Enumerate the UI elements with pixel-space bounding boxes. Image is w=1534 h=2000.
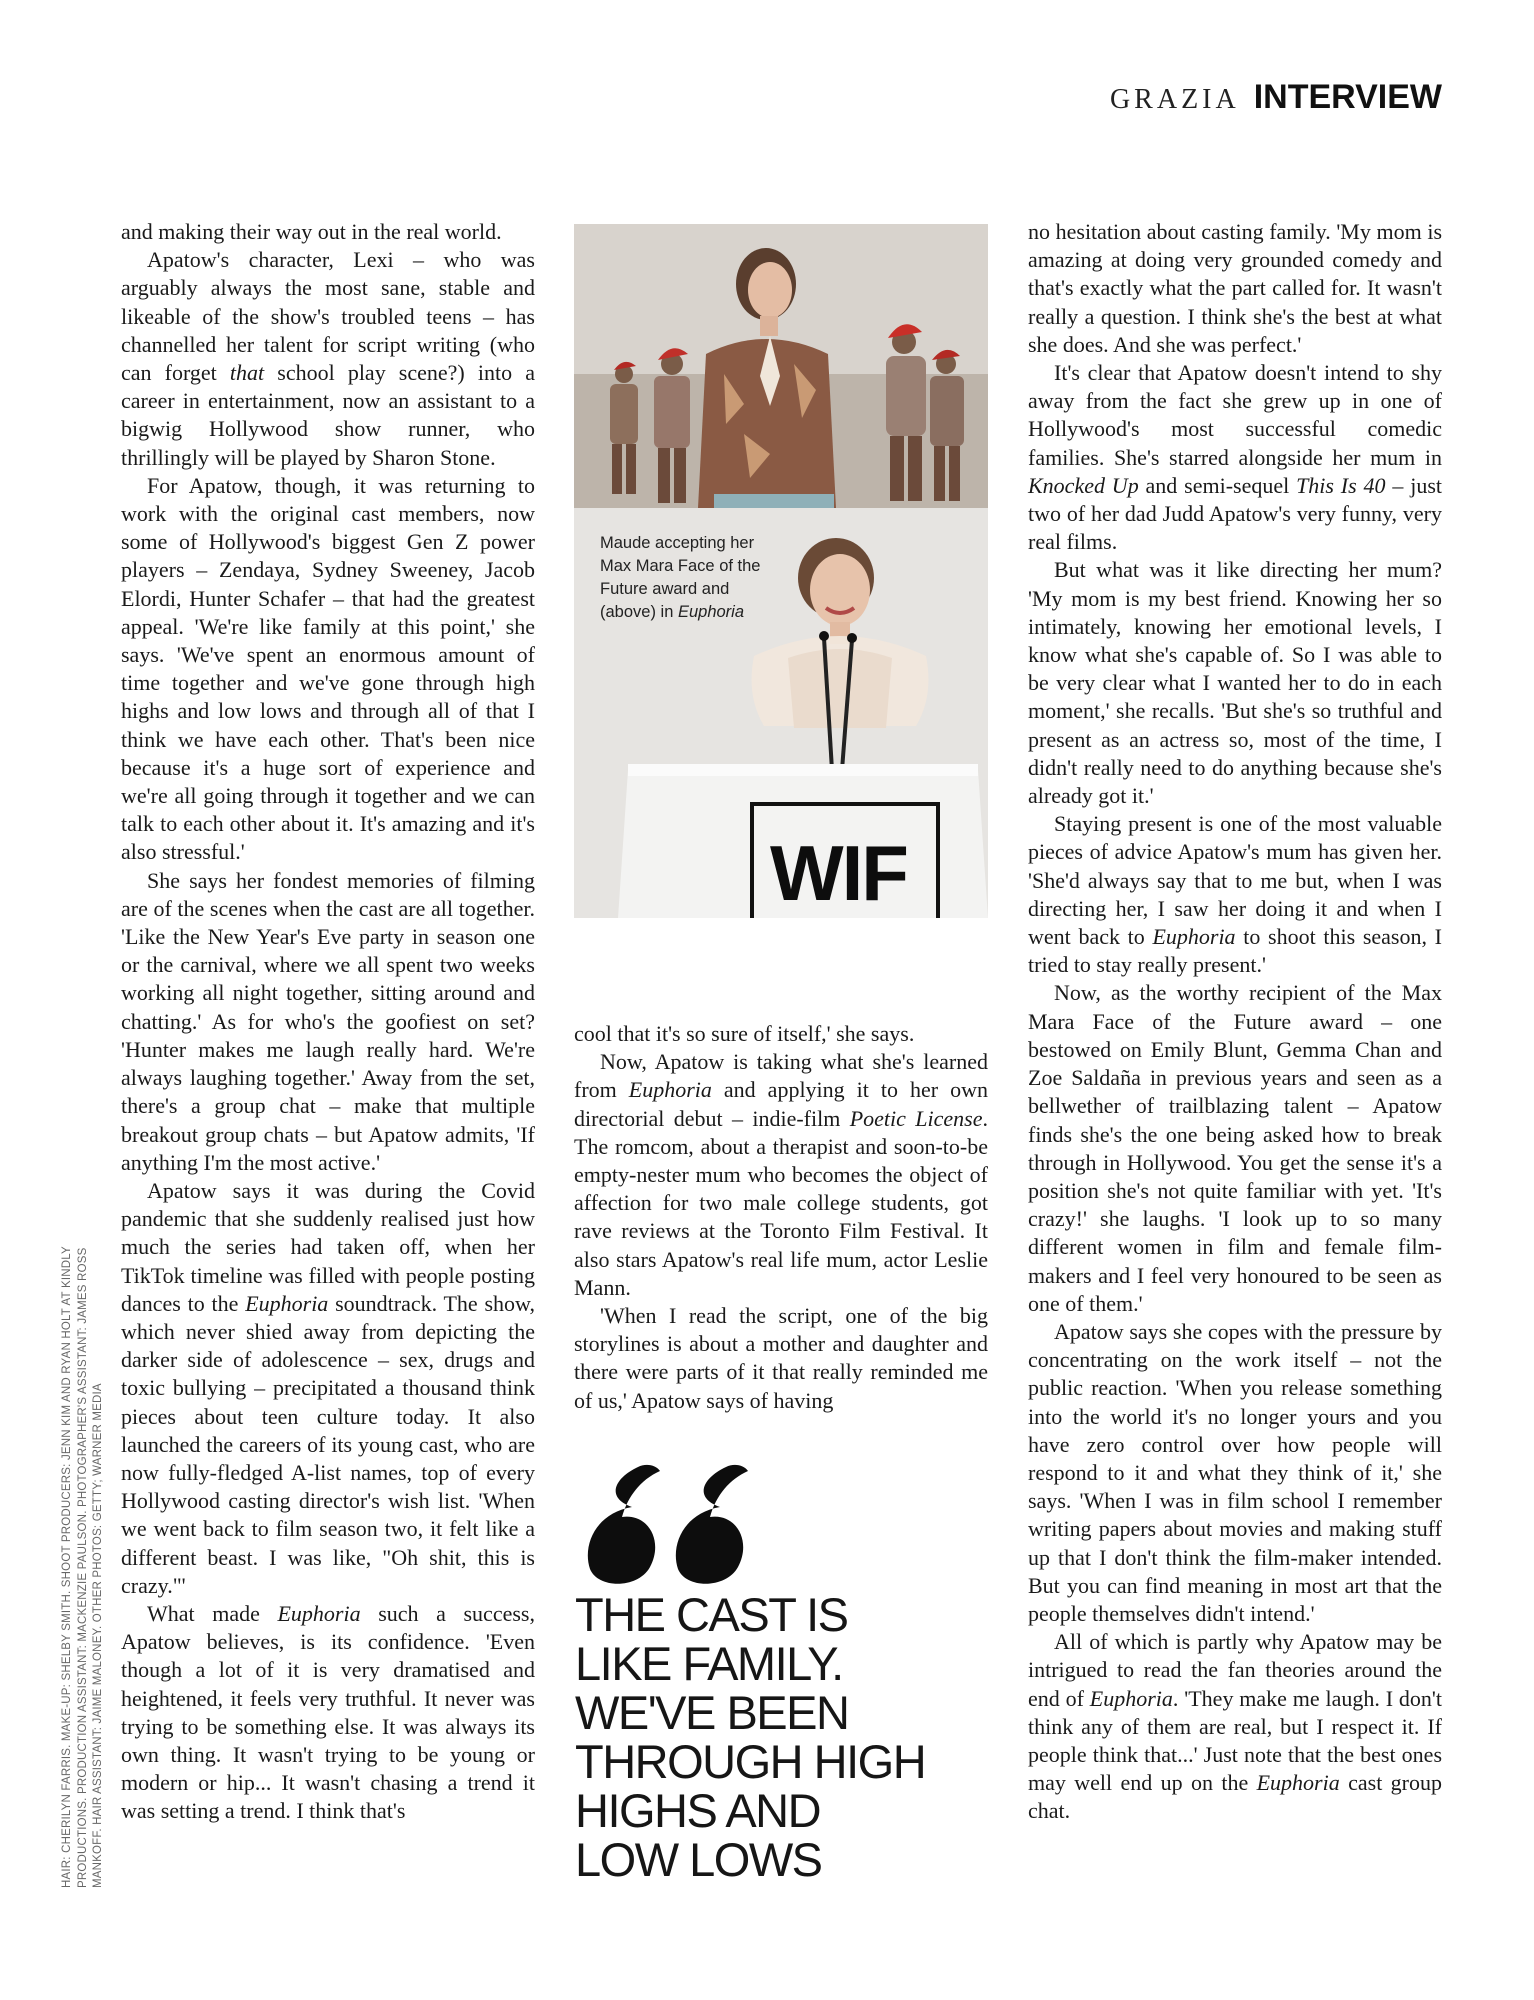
- article-column-2: [574, 1020, 988, 1415]
- paragraph: no hesitation about casting family. 'My mom is amazing at doing very grounded comedy and that's exactly what the part called for. It wasn't really a question. I think she's the best at what she does. And she was perfect.': [1028, 219, 1442, 357]
- pull-quote-line: LOW LOWS: [575, 1833, 822, 1886]
- paragraph: But what was it like directing her mum? 'My mom is my best friend. Knowing her so intimately, knowing her emotional levels, I know what she's capable of. So I was able to be very clear what I wanted her to do in each moment,' she recalls. 'But she's so truthful and present as an actress so, most of the time, I didn't really need to do anything because she's already got it.': [1028, 557, 1442, 809]
- paragraph: She says her fondest memories of filming are of the scenes when the cast are all together. 'Like the New Year's Eve party in season one or the carnival, where we all spent two weeks working all night together, sitting around and chatting.' As for who's the goofiest on set? 'Hunter makes me laugh really hard. We're always laughing together.' Away from the set, there's a group chat – make that multiple breakout group chats – but Apatow admits, 'If anything I'm the most active.': [121, 867, 535, 1175]
- pull-quote-line: LIKE FAMILY.: [575, 1637, 843, 1690]
- paragraph: Now, as the worthy recipient of the Max Mara Face of the Future award – one bestowed on Emily Blunt, Gemma Chan and Zoe Saldaña in previous years and seen as a bellwether of trailblazing talent – Apatow finds she's the one being asked how to break through in Hollywood. You get the sense it's a position she's not quite familiar with yet. 'It's crazy!' she laughs. 'I look up to so many different women in film and female film-makers and I feel very honoured to be seen as one of them.': [1028, 980, 1442, 1316]
- pull-quote-line: WE'VE BEEN: [575, 1686, 849, 1739]
- paragraph: 'When I read the script, one of the big storylines is about a mother and daughter and there were parts of it that really reminded me of us,' Apatow says of having: [574, 1303, 988, 1413]
- article-column-1: [121, 218, 535, 1826]
- paragraph: Now, Apatow is taking what she's learned from Euphoria and applying it to her own directorial debut – indie-film Poetic License. The romcom, about a therapist and soon-to-be empty-nester mum who becomes the object of affection for two male college students, got rave reviews at the Toronto Film Festival. It also stars Apatow's real life mum, actor Leslie Mann.: [574, 1049, 989, 1300]
- paragraph: and making their way out in the real world.: [121, 219, 502, 244]
- paragraph: Apatow says she copes with the pressure by concentrating on the work itself – not the public reaction. 'When you release something into the world it's no longer yours and you have zero control over how people will respond to it and what they think of it,' she says. 'When I was in film school I remember writing papers about movies and making stuff up that I don't think the film-maker intended. But you can find meaning in most art that the people themselves didn't intend.': [1028, 1318, 1442, 1626]
- set-photo-illustration: [574, 224, 988, 508]
- article-column-3: [1028, 218, 1442, 1826]
- paragraph: Apatow says it was during the Covid pandemic that she suddenly realised just how much the series had taken off, when her TikTok timeline was filled with people posting dances to the Euphoria soundtrack. The show, which never shied away from depicting the darker side of adolescence – sex, drugs and toxic bullying – precipitated a thousand think pieces about teen culture today. It also launched the careers of its young cast, who are now fully-fledged A-list names, top of every Hollywood casting director's wish list. 'When we went back to film season two, it felt like a different beast. I was like, "Oh shit, this is crazy."': [121, 1177, 535, 1598]
- quote-mark-icon: [576, 1455, 756, 1585]
- paragraph: All of which is partly why Apatow may be intrigued to read the fan theories around the end of Euphoria. 'They make me laugh. I don't think any of them are real, but I respect it. If people think that...' Just note that the best ones may well end up on the Euphoria cast group chat.: [1028, 1629, 1442, 1824]
- paragraph: What made Euphoria such a success, Apatow believes, is its confidence. 'Even though a lot of it is very dramatised and heightened, it feels very truthful. It never was trying to be something else. It was always its own thing. It wasn't trying to be young or modern or hip... It wasn't chasing a trend it was setting a trend. I think that's: [121, 1600, 535, 1824]
- pull-quote: [575, 1590, 995, 1884]
- paragraph: cool that it's so sure of itself,' she says.: [574, 1021, 915, 1046]
- award-speech-photo: [574, 508, 988, 918]
- pull-quote-line: THE CAST IS: [575, 1588, 848, 1641]
- euphoria-set-photo: [574, 224, 988, 508]
- section-title: INTERVIEW: [1253, 78, 1442, 116]
- paragraph: Apatow's character, Lexi – who was arguably always the most sane, stable and likeable of the show's troubled teens – has channelled her talent for script writing (who can forget that school play scene?) into a career in entertainment, now an assistant to a bigwig Hollywood show runner, who thrillingly will be played by Sharon Stone.: [121, 247, 535, 470]
- photo-caption: Maude accepting her Max Mara Face of the Future award and (above) in Euphoria: [600, 534, 761, 621]
- masthead: [1110, 78, 1442, 117]
- paragraph: Staying present is one of the most valuable pieces of advice Apatow's mum has given her. 'She'd always say that to me but, when I was directing her, I saw her doing it and when I went back to Euphoria to shoot this season, I tried to stay really present.': [1028, 811, 1442, 978]
- photo-credits: HAIR: CHERILYN FARRIS. MAKE-UP: SHELBY SMITH. SHOOT PRODUCERS: JENN KIM AND RYAN HOLT AT KINDLY PRODUCTIONS. PRODUCTION ASSISTANT: MACKENZIE PAULSON. PHOTOGRAPHER'S ASSISTANT: JAMES ROSS MANKOFF. HAIR ASSISTANT: JAIME MALONEY. OTHER PHOTOS: GETTY; WARNER MEDIA: [61, 1246, 105, 1888]
- paragraph: For Apatow, though, it was returning to work with the original cast members, now some of Hollywood's biggest Gen Z power players – Zendaya, Sydney Sweeney, Jacob Elordi, Hunter Schafer – that had the greatest appeal. 'We're like family at this point,' she says. 'We've spent an enormous amount of time together and we've gone through high highs and low lows and through all of that I think we have each other. That's been nice because it's a huge sort of experience and we're all going through it together and we can talk to each other about it. It's amazing and it's also stressful.': [121, 472, 535, 865]
- podium-sign: WIF: [770, 829, 907, 917]
- pull-quote-line: HIGHS AND: [575, 1784, 821, 1837]
- magazine-brand: GRAZIA: [1109, 84, 1240, 115]
- pull-quote-line: THROUGH HIGH: [575, 1735, 926, 1788]
- paragraph: It's clear that Apatow doesn't intend to shy away from the fact she grew up in one of Hollywood's most successful comedic families. She's starred alongside her mum in Knocked Up and semi-sequel This Is 40 – just two of her dad Judd Apatow's very funny, very real films.: [1028, 360, 1442, 555]
